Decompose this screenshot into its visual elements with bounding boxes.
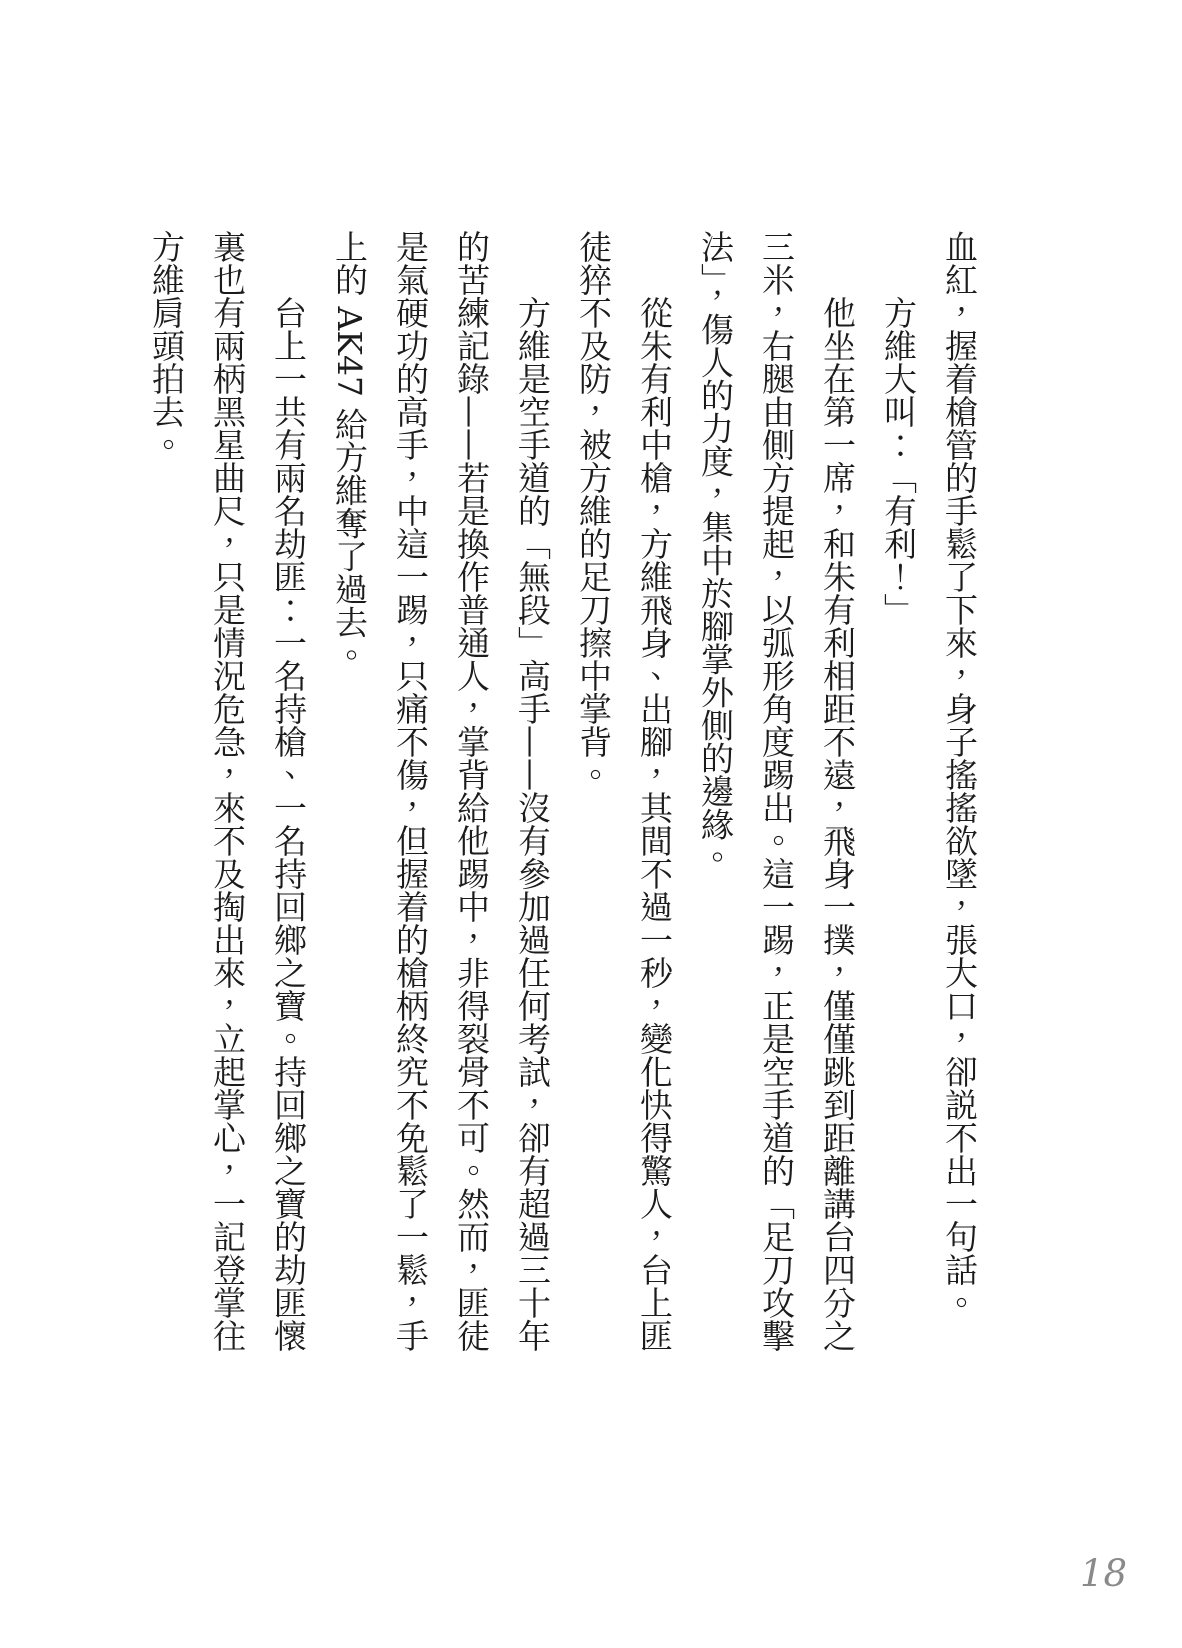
- paragraph: 方維是空手道的「無段」高手——沒有參加過任何考試，卻有超過三十年的苦練記錄——若是換作普通人，掌背給他踢中，非得裂骨不可。然而，匪徒是氣硬功的高手，中這一踢，只痛不傷，但握着的槍柄終究不免鬆了一鬆，手上的 AK47 給方維奪了過去。: [330, 230, 552, 1352]
- paragraph: 從朱有利中槍，方維飛身、出腳，其間不過一秒，變化快得驚人，台上匪徒猝不及防，被方維的足刀擦中掌背。: [574, 230, 674, 1352]
- paragraph: 方維大叫：「有利！」: [879, 296, 918, 626]
- vertical-text-block: [136, 230, 990, 1352]
- page-number: 18: [1080, 1552, 1128, 1595]
- paragraph: 台上一共有兩名劫匪：一名持槍、一名持回鄉之寶。持回鄉之寶的劫匪懷裏也有兩柄黑星曲尺，只是情況危急，來不及掏出來，立起掌心，一記登掌往方維肩頭拍去。: [147, 230, 308, 1352]
- paragraph: 他坐在第一席，和朱有利相距不遠，飛身一撲，僅僅跳到距離講台四分之三米，右腿由側方提起，以弧形角度踢出。這一踢，正是空手道的「足刀攻擊法」，傷人的力度，集中於腳掌外側的邊緣。: [696, 230, 857, 1352]
- paragraph-continuation: 血紅，握着槍管的手鬆了下來，身子搖搖欲墜，張大口，卻説不出一句話。: [940, 230, 979, 1319]
